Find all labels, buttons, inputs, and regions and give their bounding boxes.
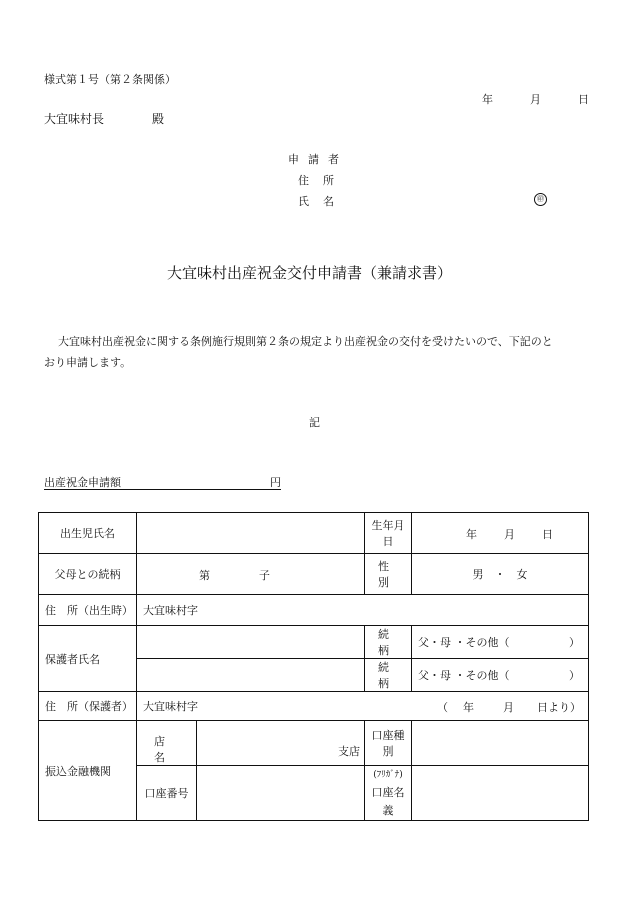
date-year-label: 年 [482, 93, 493, 106]
row-birth-address [39, 595, 589, 626]
relationship-close-1: ） [569, 636, 581, 649]
furigana-label: (ﾌﾘｶﾞﾅ) [373, 770, 403, 780]
addressee: 大宜味村長 [44, 112, 105, 126]
guardian-name-label: 保護者氏名 [39, 626, 137, 692]
branch-suffix: 支店 [338, 745, 361, 758]
child-name-label: 出生児氏名 [39, 513, 137, 554]
sex-options[interactable]: 男 ・ 女 [412, 554, 589, 595]
document-title: 大宜味村出産祝金交付申請書（兼請求書） [167, 264, 453, 282]
seal-mark: ㊞ [534, 193, 547, 206]
relation-ko: 子 [259, 569, 270, 582]
relationship-field-2[interactable] [412, 659, 589, 692]
birth-date-label: 生年月日 [365, 513, 412, 554]
birth-day-label: 日 [542, 528, 554, 541]
account-type-field[interactable] [412, 721, 589, 766]
row-guardian-address [39, 692, 589, 721]
birth-date-field[interactable] [412, 513, 589, 554]
body-text-line1: 大宜味村出産祝金に関する条例施行規則第２条の規定より出産祝金の交付を受けたいので、下記のと [58, 335, 553, 348]
applicant-name-label: 氏名 [298, 195, 348, 208]
relation-dai: 第 [199, 569, 210, 582]
applicant-address-label: 住所 [298, 174, 348, 187]
bank-label: 振込金融機関 [39, 721, 137, 821]
ki-mark: 記 [309, 416, 320, 429]
relationship-close-2: ） [569, 669, 581, 682]
sex-label: 性別 [365, 554, 412, 595]
honorific: 殿 [152, 112, 165, 126]
guardian-village-prefix: 大宜味村字 [143, 700, 198, 713]
form-number: 様式第１号（第２条関係） [44, 73, 176, 86]
amount-line [44, 474, 281, 490]
relation-field[interactable] [137, 554, 365, 595]
application-table [38, 512, 589, 821]
account-holder-cell [365, 766, 412, 821]
since-day-label: 日より） [537, 701, 581, 714]
account-number-field[interactable] [197, 766, 365, 821]
row-bank-1 [39, 721, 589, 766]
relationship-label-1: 続柄 [365, 626, 412, 659]
relationship-options-1: 父・母 ・その他（ [418, 636, 510, 649]
account-number-label: 口座番号 [137, 766, 197, 821]
date-day-label: 日 [578, 93, 589, 106]
since-year-label: 年 [463, 701, 474, 714]
account-holder-field[interactable] [412, 766, 589, 821]
guardian-address-label: 住 所（保護者） [39, 692, 137, 721]
date-month-label: 月 [530, 93, 541, 106]
account-holder-label: 口座名義 [371, 786, 405, 817]
branch-name-label: 店名 [137, 721, 197, 766]
birth-address-field[interactable]: 大宜味村字 [137, 595, 589, 626]
child-name-field[interactable] [137, 513, 365, 554]
relationship-options-2: 父・母 ・その他（ [418, 669, 510, 682]
guardian-name-field-1[interactable] [137, 626, 365, 659]
amount-label: 出産祝金申請額 [44, 476, 121, 489]
since-month-label: 月 [503, 701, 514, 714]
row-relation [39, 554, 589, 595]
branch-name-field[interactable] [197, 721, 365, 766]
birth-month-label: 月 [504, 528, 516, 541]
since-open-paren: （ [437, 701, 448, 714]
guardian-address-field[interactable] [137, 692, 589, 721]
relationship-label-2: 続柄 [365, 659, 412, 692]
body-text-line2: おり申請します。 [44, 356, 132, 369]
birth-address-label: 住 所（出生時） [39, 595, 137, 626]
relation-label: 父母との続柄 [39, 554, 137, 595]
birth-year-label: 年 [466, 528, 478, 541]
guardian-name-field-2[interactable] [137, 659, 365, 692]
amount-unit: 円 [270, 476, 281, 489]
relationship-field-1[interactable] [412, 626, 589, 659]
applicant-label: 申請者 [288, 153, 348, 166]
account-type-label: 口座種別 [365, 721, 412, 766]
row-guardian-1 [39, 626, 589, 659]
row-child-name [39, 513, 589, 554]
